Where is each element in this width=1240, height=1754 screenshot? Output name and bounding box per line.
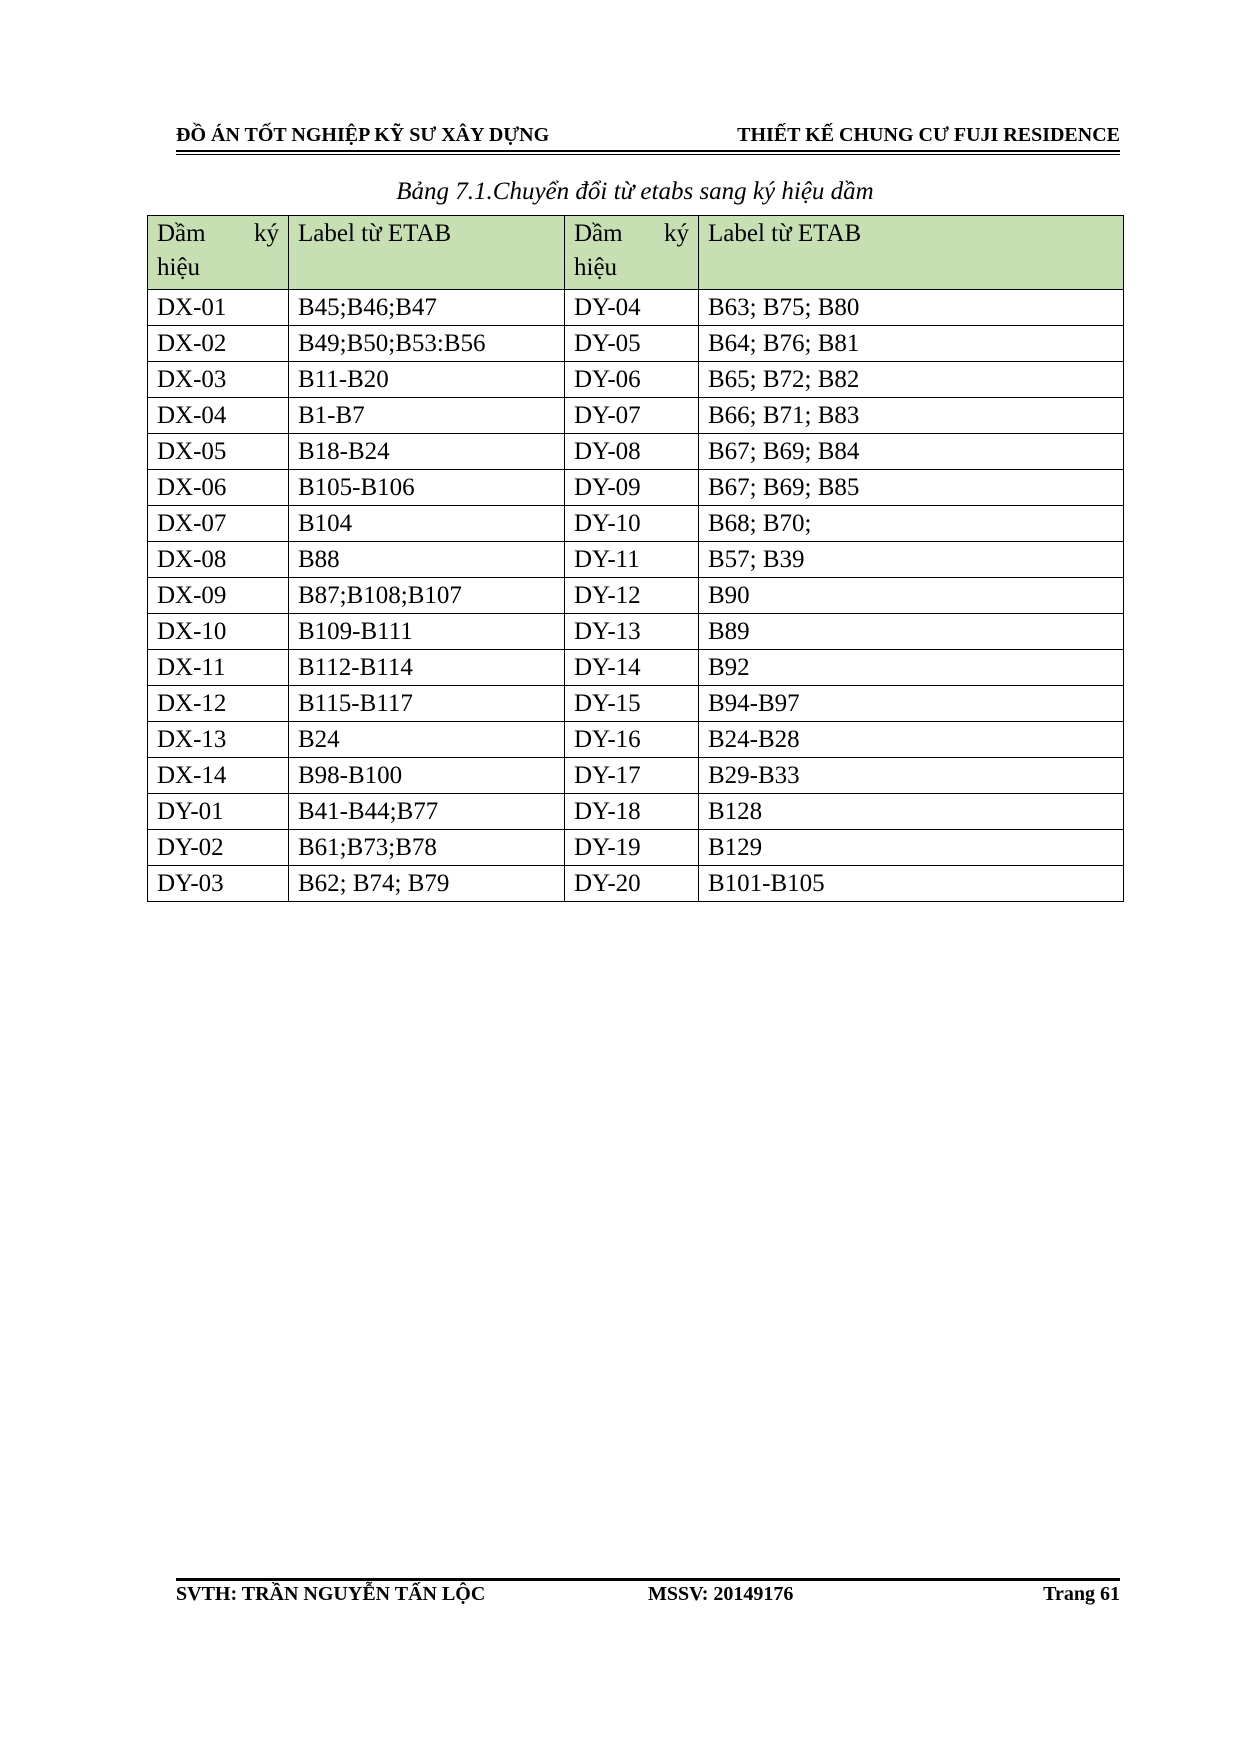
etab-label-cell: B18-B24 xyxy=(289,434,565,470)
etab-label-cell: B65; B72; B82 xyxy=(699,362,1124,398)
header-beam-word: Dầm xyxy=(157,220,206,247)
beam-symbol-cell: DX-07 xyxy=(148,506,289,542)
table-caption: Bảng 7.1.Chuyển đổi từ etabs sang ký hiệu dầm xyxy=(396,178,874,205)
beam-symbol-cell: DY-19 xyxy=(565,830,699,866)
etab-label-cell: B90 xyxy=(699,578,1124,614)
beam-symbol-cell: DX-05 xyxy=(148,434,289,470)
beam-symbol-cell: DY-07 xyxy=(565,398,699,434)
header-symbol-word: ký xyxy=(664,220,689,247)
header-etab-label-1: Label từ ETAB xyxy=(289,216,565,290)
header-beam-symbol-2 xyxy=(565,216,699,290)
etab-label-cell: B24 xyxy=(289,722,565,758)
etab-label-cell: B129 xyxy=(699,830,1124,866)
beam-symbol-cell: DY-12 xyxy=(565,578,699,614)
beam-symbol-cell: DY-01 xyxy=(148,794,289,830)
beam-symbol-cell: DY-15 xyxy=(565,686,699,722)
table-row xyxy=(148,722,1124,758)
beam-symbol-cell: DY-18 xyxy=(565,794,699,830)
etab-label-cell: B87;B108;B107 xyxy=(289,578,565,614)
etab-label-cell: B66; B71; B83 xyxy=(699,398,1124,434)
etab-label-cell: B63; B75; B80 xyxy=(699,290,1124,326)
table-row xyxy=(148,362,1124,398)
beam-symbol-cell: DY-10 xyxy=(565,506,699,542)
etab-label-cell: B128 xyxy=(699,794,1124,830)
beam-symbol-cell: DX-09 xyxy=(148,578,289,614)
etab-label-cell: B45;B46;B47 xyxy=(289,290,565,326)
header-symbol-word: ký xyxy=(254,220,279,247)
beam-symbol-cell: DY-04 xyxy=(565,290,699,326)
table-row xyxy=(148,794,1124,830)
etab-label-cell: B112-B114 xyxy=(289,650,565,686)
header-rule-thin xyxy=(176,154,1120,155)
beam-symbol-cell: DY-20 xyxy=(565,866,699,902)
table-row xyxy=(148,686,1124,722)
etab-label-cell: B105-B106 xyxy=(289,470,565,506)
page-footer xyxy=(176,1583,1120,1609)
table-row xyxy=(148,614,1124,650)
table-row xyxy=(148,434,1124,470)
etab-label-cell: B29-B33 xyxy=(699,758,1124,794)
etab-label-cell: B98-B100 xyxy=(289,758,565,794)
table-row xyxy=(148,326,1124,362)
table-row xyxy=(148,650,1124,686)
etab-label-cell: B67; B69; B85 xyxy=(699,470,1124,506)
etab-label-cell: B115-B117 xyxy=(289,686,565,722)
beam-symbol-cell: DY-17 xyxy=(565,758,699,794)
beam-symbol-cell: DY-02 xyxy=(148,830,289,866)
etab-label-cell: B101-B105 xyxy=(699,866,1124,902)
table-row xyxy=(148,506,1124,542)
etab-label-cell: B61;B73;B78 xyxy=(289,830,565,866)
etab-label-cell: B88 xyxy=(289,542,565,578)
page-header xyxy=(176,124,1120,150)
table-row xyxy=(148,470,1124,506)
header-rule-thick xyxy=(176,150,1120,152)
beam-symbol-cell: DY-06 xyxy=(565,362,699,398)
header-building-title: THIẾT KẾ CHUNG CƯ FUJI RESIDENCE xyxy=(737,124,1120,146)
table-row xyxy=(148,758,1124,794)
beam-symbol-cell: DX-06 xyxy=(148,470,289,506)
beam-symbol-cell: DX-11 xyxy=(148,650,289,686)
beam-symbol-cell: DY-03 xyxy=(148,866,289,902)
beam-symbol-cell: DY-16 xyxy=(565,722,699,758)
etab-label-cell: B64; B76; B81 xyxy=(699,326,1124,362)
etab-label-cell: B104 xyxy=(289,506,565,542)
etab-label-cell: B92 xyxy=(699,650,1124,686)
table-header-row xyxy=(148,216,1124,290)
beam-symbol-cell: DX-12 xyxy=(148,686,289,722)
beam-symbol-cell: DX-10 xyxy=(148,614,289,650)
footer-page-number: Trang 61 xyxy=(1043,1583,1120,1605)
beam-symbol-cell: DY-05 xyxy=(565,326,699,362)
beam-symbol-cell: DY-14 xyxy=(565,650,699,686)
beam-conversion-table xyxy=(147,215,1124,902)
table-row xyxy=(148,866,1124,902)
etab-label-cell: B41-B44;B77 xyxy=(289,794,565,830)
etab-label-cell: B94-B97 xyxy=(699,686,1124,722)
etab-label-cell: B89 xyxy=(699,614,1124,650)
beam-symbol-cell: DY-13 xyxy=(565,614,699,650)
table-row xyxy=(148,290,1124,326)
header-symbol-line2: hiệu xyxy=(157,254,201,281)
header-beam-symbol-1 xyxy=(148,216,289,290)
footer-student-id: MSSV: 20149176 xyxy=(648,1583,794,1605)
header-symbol-line2: hiệu xyxy=(574,254,618,281)
beam-symbol-cell: DX-04 xyxy=(148,398,289,434)
etab-label-cell: B1-B7 xyxy=(289,398,565,434)
etab-label-cell: B62; B74; B79 xyxy=(289,866,565,902)
beam-symbol-cell: DX-01 xyxy=(148,290,289,326)
beam-symbol-cell: DY-11 xyxy=(565,542,699,578)
etab-label-cell: B68; B70; xyxy=(699,506,1124,542)
header-project-title: ĐỒ ÁN TỐT NGHIỆP KỸ SƯ XÂY DỰNG xyxy=(176,124,550,146)
beam-symbol-cell: DY-09 xyxy=(565,470,699,506)
etab-label-cell: B57; B39 xyxy=(699,542,1124,578)
etab-label-cell: B109-B111 xyxy=(289,614,565,650)
beam-symbol-cell: DX-03 xyxy=(148,362,289,398)
etab-label-cell: B49;B50;B53:B56 xyxy=(289,326,565,362)
footer-student-name: SVTH: TRẦN NGUYỄN TẤN LỘC xyxy=(176,1583,486,1605)
header-etab-label-2: Label từ ETAB xyxy=(699,216,1124,290)
table-row xyxy=(148,578,1124,614)
etab-label-cell: B67; B69; B84 xyxy=(699,434,1124,470)
footer-rule xyxy=(176,1578,1120,1581)
table-row xyxy=(148,830,1124,866)
etab-label-cell: B24-B28 xyxy=(699,722,1124,758)
header-beam-word: Dầm xyxy=(574,220,623,247)
beam-symbol-cell: DX-02 xyxy=(148,326,289,362)
etab-label-cell: B11-B20 xyxy=(289,362,565,398)
beam-symbol-cell: DX-14 xyxy=(148,758,289,794)
beam-symbol-cell: DY-08 xyxy=(565,434,699,470)
table-row xyxy=(148,542,1124,578)
table-row xyxy=(148,398,1124,434)
beam-symbol-cell: DX-08 xyxy=(148,542,289,578)
beam-symbol-cell: DX-13 xyxy=(148,722,289,758)
